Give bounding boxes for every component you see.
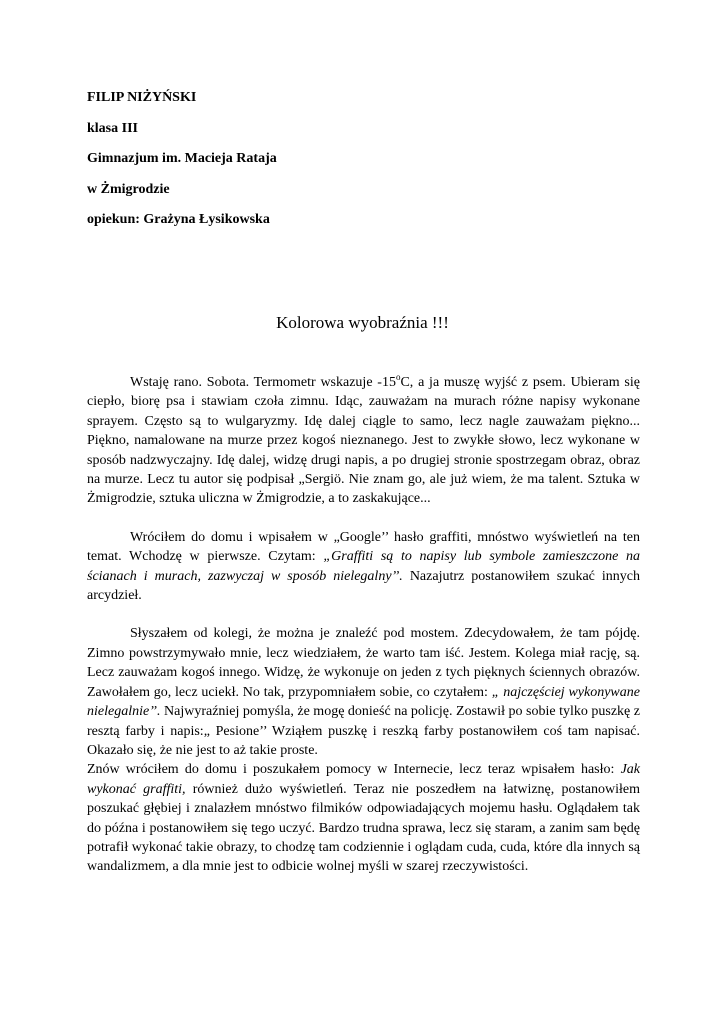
essay-title: Kolorowa wyobraźnia !!! bbox=[276, 313, 449, 332]
paragraph-3-text-a: Słyszałem od kolegi, że można je znaleźć pod mostem. Zdecydowałem, że tam pójdę. Zimno powstrzymywało mnie, lecz wiedziałem, że warto tam iść. Jestem. Kolega miał rację, są. Lecz zauważam kogoś innego. Widzę, że wykonuje on jeden z tych pięknych ściennych obrazów. Zawołałem go, lecz uciekł. No tak, przypomniałem sobie, co czytałem: bbox=[87, 626, 640, 700]
paragraph-1-text-a: Wstaję rano. Sobota. Termometr wskazuje -15 bbox=[130, 375, 396, 390]
paragraph-1-text-b: C, a ja muszę wyjść z psem. Ubieram się ciepło, biorę psa i stawiam czoła zimnu. Idąc, zauważam na murach różne napisy wykonane sprayem. Często są to wulgaryzmy. Idę dalej ciągle to samo, lecz nagle zauważam piękno... Piękno, namalowane na murze przez kogoś nieznanego. Jest to zwykłe słowo, lecz wykonane w sposób nadzwyczajny. Idę dalej, widzę drugi napis, a po drugiej stronie spostrzegam obraz, obraz na murze. Lecz tu autor się podpisał „Sergiö. Nie znam go, ale już wiem, że ma talent. Sztuka w Żmigrodzie, sztuka uliczna w Żmigrodzie, a to zaskakujące... bbox=[87, 375, 640, 507]
school-name: Gimnazjum im. Macieja Rataja bbox=[87, 151, 277, 166]
paragraph-3-quote: „ najczęściej wykonywane nielegalnie’’. bbox=[87, 684, 640, 720]
paragraph-1 bbox=[87, 373, 640, 509]
paragraph-2-text-a: Wróciłem do domu i wpisałem w „Google’’ hasło graffiti, mnóstwo wyświetleń na ten temat. Wchodzę w pierwsze. Czytam: bbox=[87, 529, 640, 565]
degree-sign: o bbox=[395, 372, 401, 382]
paragraph-4-quote: Jak wykonać graffiti, bbox=[87, 762, 640, 797]
paragraph-2-quote: „Graffiti są to napisy lub symbole zamieszczone na ścianach i murach, zazwyczaj w sposób nielegalny’’. bbox=[87, 549, 640, 584]
paragraph-2 bbox=[87, 528, 640, 606]
town-name: w Żmigrodzie bbox=[87, 181, 170, 197]
paragraph-2-text-b: Nazajutrz postanowiłem szukać innych arcydzieł. bbox=[87, 568, 640, 604]
paragraph-4-text-b: również dużo wyświetleń. Teraz nie poszedłem na łatwiznę, postanowiłem poszukać głębiej i znalazłem mnóstwo filmików odpowiadających mojemu hasłu. Oglądałem tak do późna i postanowiłem się tego uczyć. Bardzo trudna sprawa, lecz się staram, a zanim sam będę potrafił wykonać takie obrazy, to chodzę tam codziennie i oglądam cuda, cuda, które dla innych są wandalizmem, a dla mnie jest to odbicie wolnej myśli w szarej rzeczywistości. bbox=[87, 781, 640, 875]
paragraph-4-text-a: Znów wróciłem do domu i poszukałem pomocy w Internecie, lecz teraz wpisałem hasło: bbox=[87, 762, 621, 778]
author-header bbox=[87, 83, 277, 236]
author-name: FILIP NIŻYŃSKI bbox=[87, 90, 197, 105]
supervisor-name: opiekun: Grażyna Łysikowska bbox=[87, 212, 270, 227]
paragraph-3 bbox=[87, 624, 640, 760]
paragraph-4 bbox=[87, 760, 640, 876]
essay-body bbox=[87, 373, 640, 877]
paragraph-3-text-b: Najwyraźniej pomyśla, że mogę donieść na policję. Zostawił po sobie tylko puszkę z resztą farby i napis:„ Pesione’’ Wziąłem puszkę i reszką farby postanowiłem coś tam napisać. Okazało się, że nie jest to aż takie proste. bbox=[87, 704, 640, 758]
class-label: klasa III bbox=[87, 120, 138, 136]
